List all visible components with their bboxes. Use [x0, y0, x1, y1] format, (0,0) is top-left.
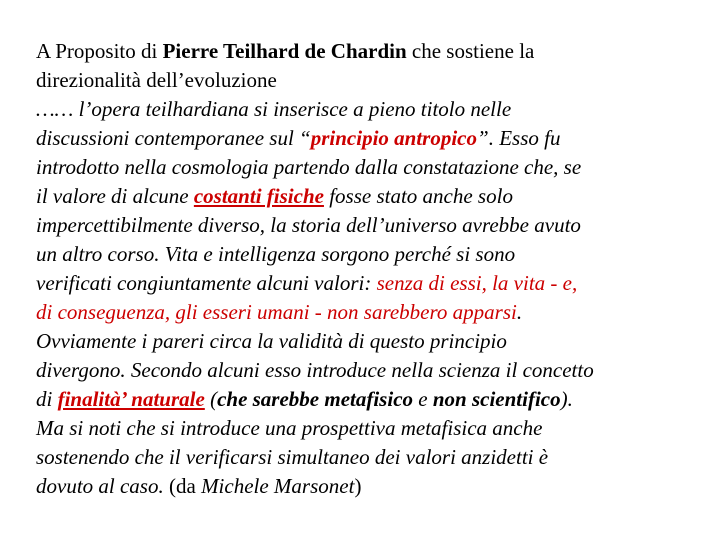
body-line-8: un altro corso. Vita e intelligenza sorgono perché si sono: [36, 242, 516, 266]
body-l4b: ”. Esso fu: [477, 126, 561, 150]
body-line-14: Ma si noti che si introduce una prospettiva metafisica anche: [36, 416, 543, 440]
body-line-6: [36, 182, 696, 211]
body-line-10: [36, 298, 696, 327]
body-l9a: verificati congiuntamente alcuni valori:: [36, 271, 377, 295]
body-line-16: [36, 472, 696, 501]
bold-non-scientifico: non scientifico: [432, 387, 561, 411]
body-l4a: discussioni contemporanee sul “: [36, 126, 311, 150]
term-finalita-naturale: finalità’ naturale: [57, 387, 205, 411]
body-line-13: [36, 385, 696, 414]
body-l13b: (: [204, 387, 218, 411]
body-l6a: il valore di alcune: [36, 184, 194, 208]
citation-author: Michele Marsonet: [201, 474, 355, 498]
body-line-4: [36, 124, 696, 153]
body-l13d: ).: [560, 387, 573, 411]
body-l13c: e: [413, 387, 433, 411]
body-l16a: dovuto al caso.: [36, 474, 169, 498]
body-line-9: [36, 269, 696, 298]
body-l13a: di: [36, 387, 58, 411]
term-costanti-fisiche: costanti fisiche: [193, 184, 324, 208]
body-line-15: sostenendo che il verificarsi simultaneo dei valori anzidetti è: [36, 445, 549, 469]
title-rest: che sostiene la: [406, 39, 535, 63]
body-line-11: Ovviamente i pareri circa la validità di questo principio: [36, 329, 507, 353]
red-clause-1: senza di essi, la vita - e,: [376, 271, 578, 295]
body-l16b: (da: [168, 474, 202, 498]
body-line-7: impercettibilmente diverso, la storia dell’universo avrebbe avuto: [36, 213, 581, 237]
term-principio-antropico: principio antropico: [310, 126, 478, 150]
bold-metafisico: che sarebbe metafisico: [217, 387, 414, 411]
body-l16c: ): [354, 474, 362, 498]
text-block: [36, 37, 696, 501]
body-line-3: …… l’opera teilhardiana si inserisce a pieno titolo nelle: [36, 97, 512, 121]
body-line-12: divergono. Secondo alcuni esso introduce nella scienza il concetto: [36, 358, 594, 382]
body-l10-end: .: [516, 300, 523, 324]
title-line-2: direzionalità dell’evoluzione: [36, 68, 277, 92]
red-clause-2: di conseguenza, gli esseri umani - non sarebbero apparsi: [36, 300, 517, 324]
title-prefix: A Proposito di: [36, 39, 163, 63]
title-author: Pierre Teilhard de Chardin: [162, 39, 407, 63]
body-line-5: introdotto nella cosmologia partendo dalla constatazione che, se: [36, 155, 582, 179]
body-l6b: fosse stato anche solo: [323, 184, 513, 208]
title-line-1: [36, 37, 696, 66]
